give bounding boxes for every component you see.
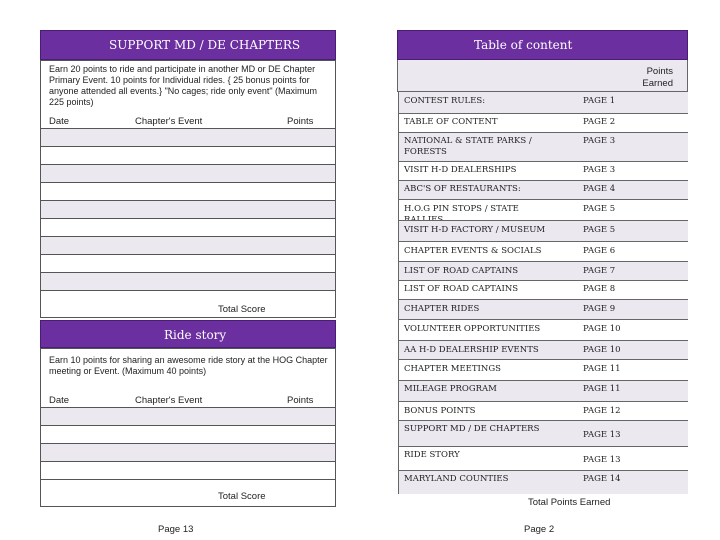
toc-entry[interactable]	[399, 241, 688, 261]
toc-entry-title: TABLE OF CONTENT	[404, 117, 498, 127]
table-row[interactable]	[41, 290, 335, 317]
table-row[interactable]	[41, 461, 335, 479]
toc-entry-page: PAGE 2	[583, 117, 616, 127]
toc-entry-title: CHAPTER EVENTS & SOCIALS	[404, 246, 542, 256]
table-row[interactable]	[41, 425, 335, 443]
toc-entry[interactable]	[399, 446, 688, 470]
toc-entry-page: PAGE 7	[583, 266, 616, 276]
toc-entry-page: PAGE 11	[583, 364, 621, 374]
toc-entry[interactable]	[399, 261, 688, 280]
toc-entry-title: MILEAGE PROGRAM	[404, 384, 497, 394]
table-row[interactable]	[41, 272, 335, 290]
toc-entry[interactable]	[399, 180, 688, 199]
toc-entry-title: NATIONAL & STATE PARKS / FORESTS	[404, 136, 532, 157]
table-row[interactable]	[41, 218, 335, 236]
toc-entry-page: PAGE 3	[583, 165, 616, 175]
toc-entry[interactable]	[399, 340, 688, 359]
toc-entry-page: PAGE 13	[583, 430, 621, 440]
toc-title: Table of content	[474, 38, 573, 52]
toc-entry[interactable]	[399, 132, 688, 161]
column-date: Date	[49, 395, 70, 406]
column-points: Points	[287, 116, 314, 127]
toc-entry[interactable]	[399, 299, 688, 319]
toc-entry-page: PAGE 5	[583, 225, 616, 235]
table-row[interactable]	[41, 479, 335, 506]
toc-entry-page: PAGE 9	[583, 304, 616, 314]
table-row[interactable]	[41, 407, 335, 425]
support-total-score: Total Score	[218, 304, 266, 315]
ride-story-title: Ride story	[164, 328, 227, 342]
toc-entry-page: PAGE 10	[583, 324, 621, 334]
toc-entry-title: CONTEST RULES:	[404, 96, 486, 106]
column-date: Date	[49, 116, 70, 127]
toc-entry-title: VISIT H-D FACTORY / MUSEUM	[404, 225, 546, 235]
table-row[interactable]	[41, 200, 335, 218]
left-page-number: Page 13	[158, 524, 194, 535]
table-row[interactable]	[41, 182, 335, 200]
toc-entry-page: PAGE 5	[583, 204, 616, 214]
total-points-earned: Total Points Earned	[528, 497, 611, 508]
table-row[interactable]	[41, 146, 335, 164]
toc-entry-title: AA H-D DEALERSHIP EVENTS	[404, 345, 539, 355]
toc-banner	[397, 30, 688, 60]
toc-entry[interactable]	[399, 220, 688, 241]
toc-entry-page: PAGE 4	[583, 184, 616, 194]
column-chapter-event: Chapter's Event	[135, 116, 203, 127]
toc-entry-title: RIDE STORY	[404, 450, 460, 460]
table-row[interactable]	[41, 128, 335, 146]
toc-entry[interactable]	[399, 113, 688, 132]
toc-entry[interactable]	[399, 92, 688, 113]
support-chapters-banner	[40, 30, 336, 60]
toc-entry[interactable]	[399, 380, 688, 401]
table-row[interactable]	[41, 236, 335, 254]
toc-entry[interactable]	[399, 199, 688, 220]
toc-entry-page: PAGE 10	[583, 345, 621, 355]
toc-entry[interactable]	[399, 280, 688, 299]
table-row[interactable]	[41, 254, 335, 272]
points-earned-header: Points Earned	[642, 66, 673, 89]
table-row[interactable]	[41, 164, 335, 182]
toc-entry-page: PAGE 1	[583, 96, 616, 106]
toc-entry-title: BONUS POINTS	[404, 406, 476, 416]
support-chapters-table	[40, 60, 336, 318]
table-row[interactable]	[41, 443, 335, 461]
toc-entry-page: PAGE 14	[583, 474, 621, 484]
column-points: Points	[287, 395, 314, 406]
toc-entry[interactable]	[399, 401, 688, 420]
toc-entry-title: LIST OF ROAD CAPTAINS	[404, 284, 519, 294]
toc-entry-title: SUPPORT MD / DE CHAPTERS	[404, 424, 540, 434]
toc-entry[interactable]	[399, 319, 688, 340]
toc-entry-title: ABC'S OF RESTAURANTS:	[404, 184, 521, 194]
toc-header-bar	[397, 60, 688, 92]
toc-entry[interactable]	[399, 161, 688, 180]
ride-story-banner	[40, 320, 336, 348]
toc-entry[interactable]	[399, 359, 688, 380]
toc-entry-page: PAGE 3	[583, 136, 616, 146]
toc-entry[interactable]	[399, 420, 688, 446]
toc-entry-page: PAGE 11	[583, 384, 621, 394]
column-chapter-event: Chapter's Event	[135, 395, 203, 406]
toc-entry-title: VOLUNTEER OPPORTUNITIES	[404, 324, 541, 334]
right-page-number: Page 2	[524, 524, 555, 535]
support-chapters-intro: Earn 20 points to ride and participate in another MD or DE Chapter Primary Event. 10 points for Individual rides. { 25 bonus points for anyone attended all events.} "No cages; ride only event" (Maximum 225 points)	[49, 64, 318, 107]
toc-entry-title: VISIT H-D DEALERSHIPS	[404, 165, 517, 175]
toc-entry-title: CHAPTER RIDES	[404, 304, 480, 314]
ride-story-intro: Earn 10 points for sharing an awesome ride story at the HOG Chapter meeting or Event. (Maximum 40 points)	[49, 355, 328, 376]
toc-list	[398, 92, 687, 494]
toc-entry-page: PAGE 6	[583, 246, 616, 256]
toc-entry-page: PAGE 8	[583, 284, 616, 294]
support-chapters-title: SUPPORT MD / DE CHAPTERS	[109, 38, 301, 52]
toc-entry-title: H.O.G PIN STOPS / STATE	[404, 204, 519, 214]
toc-entry[interactable]	[399, 470, 688, 494]
toc-entry-title: LIST OF ROAD CAPTAINS	[404, 266, 519, 276]
ride-story-total-score: Total Score	[218, 491, 266, 502]
toc-entry-title: MARYLAND COUNTIES	[404, 474, 509, 484]
toc-entry-page: PAGE 12	[583, 406, 621, 416]
toc-entry-title: CHAPTER MEETINGS	[404, 364, 501, 374]
ride-story-table	[40, 348, 336, 507]
toc-entry-page: PAGE 13	[583, 455, 621, 465]
